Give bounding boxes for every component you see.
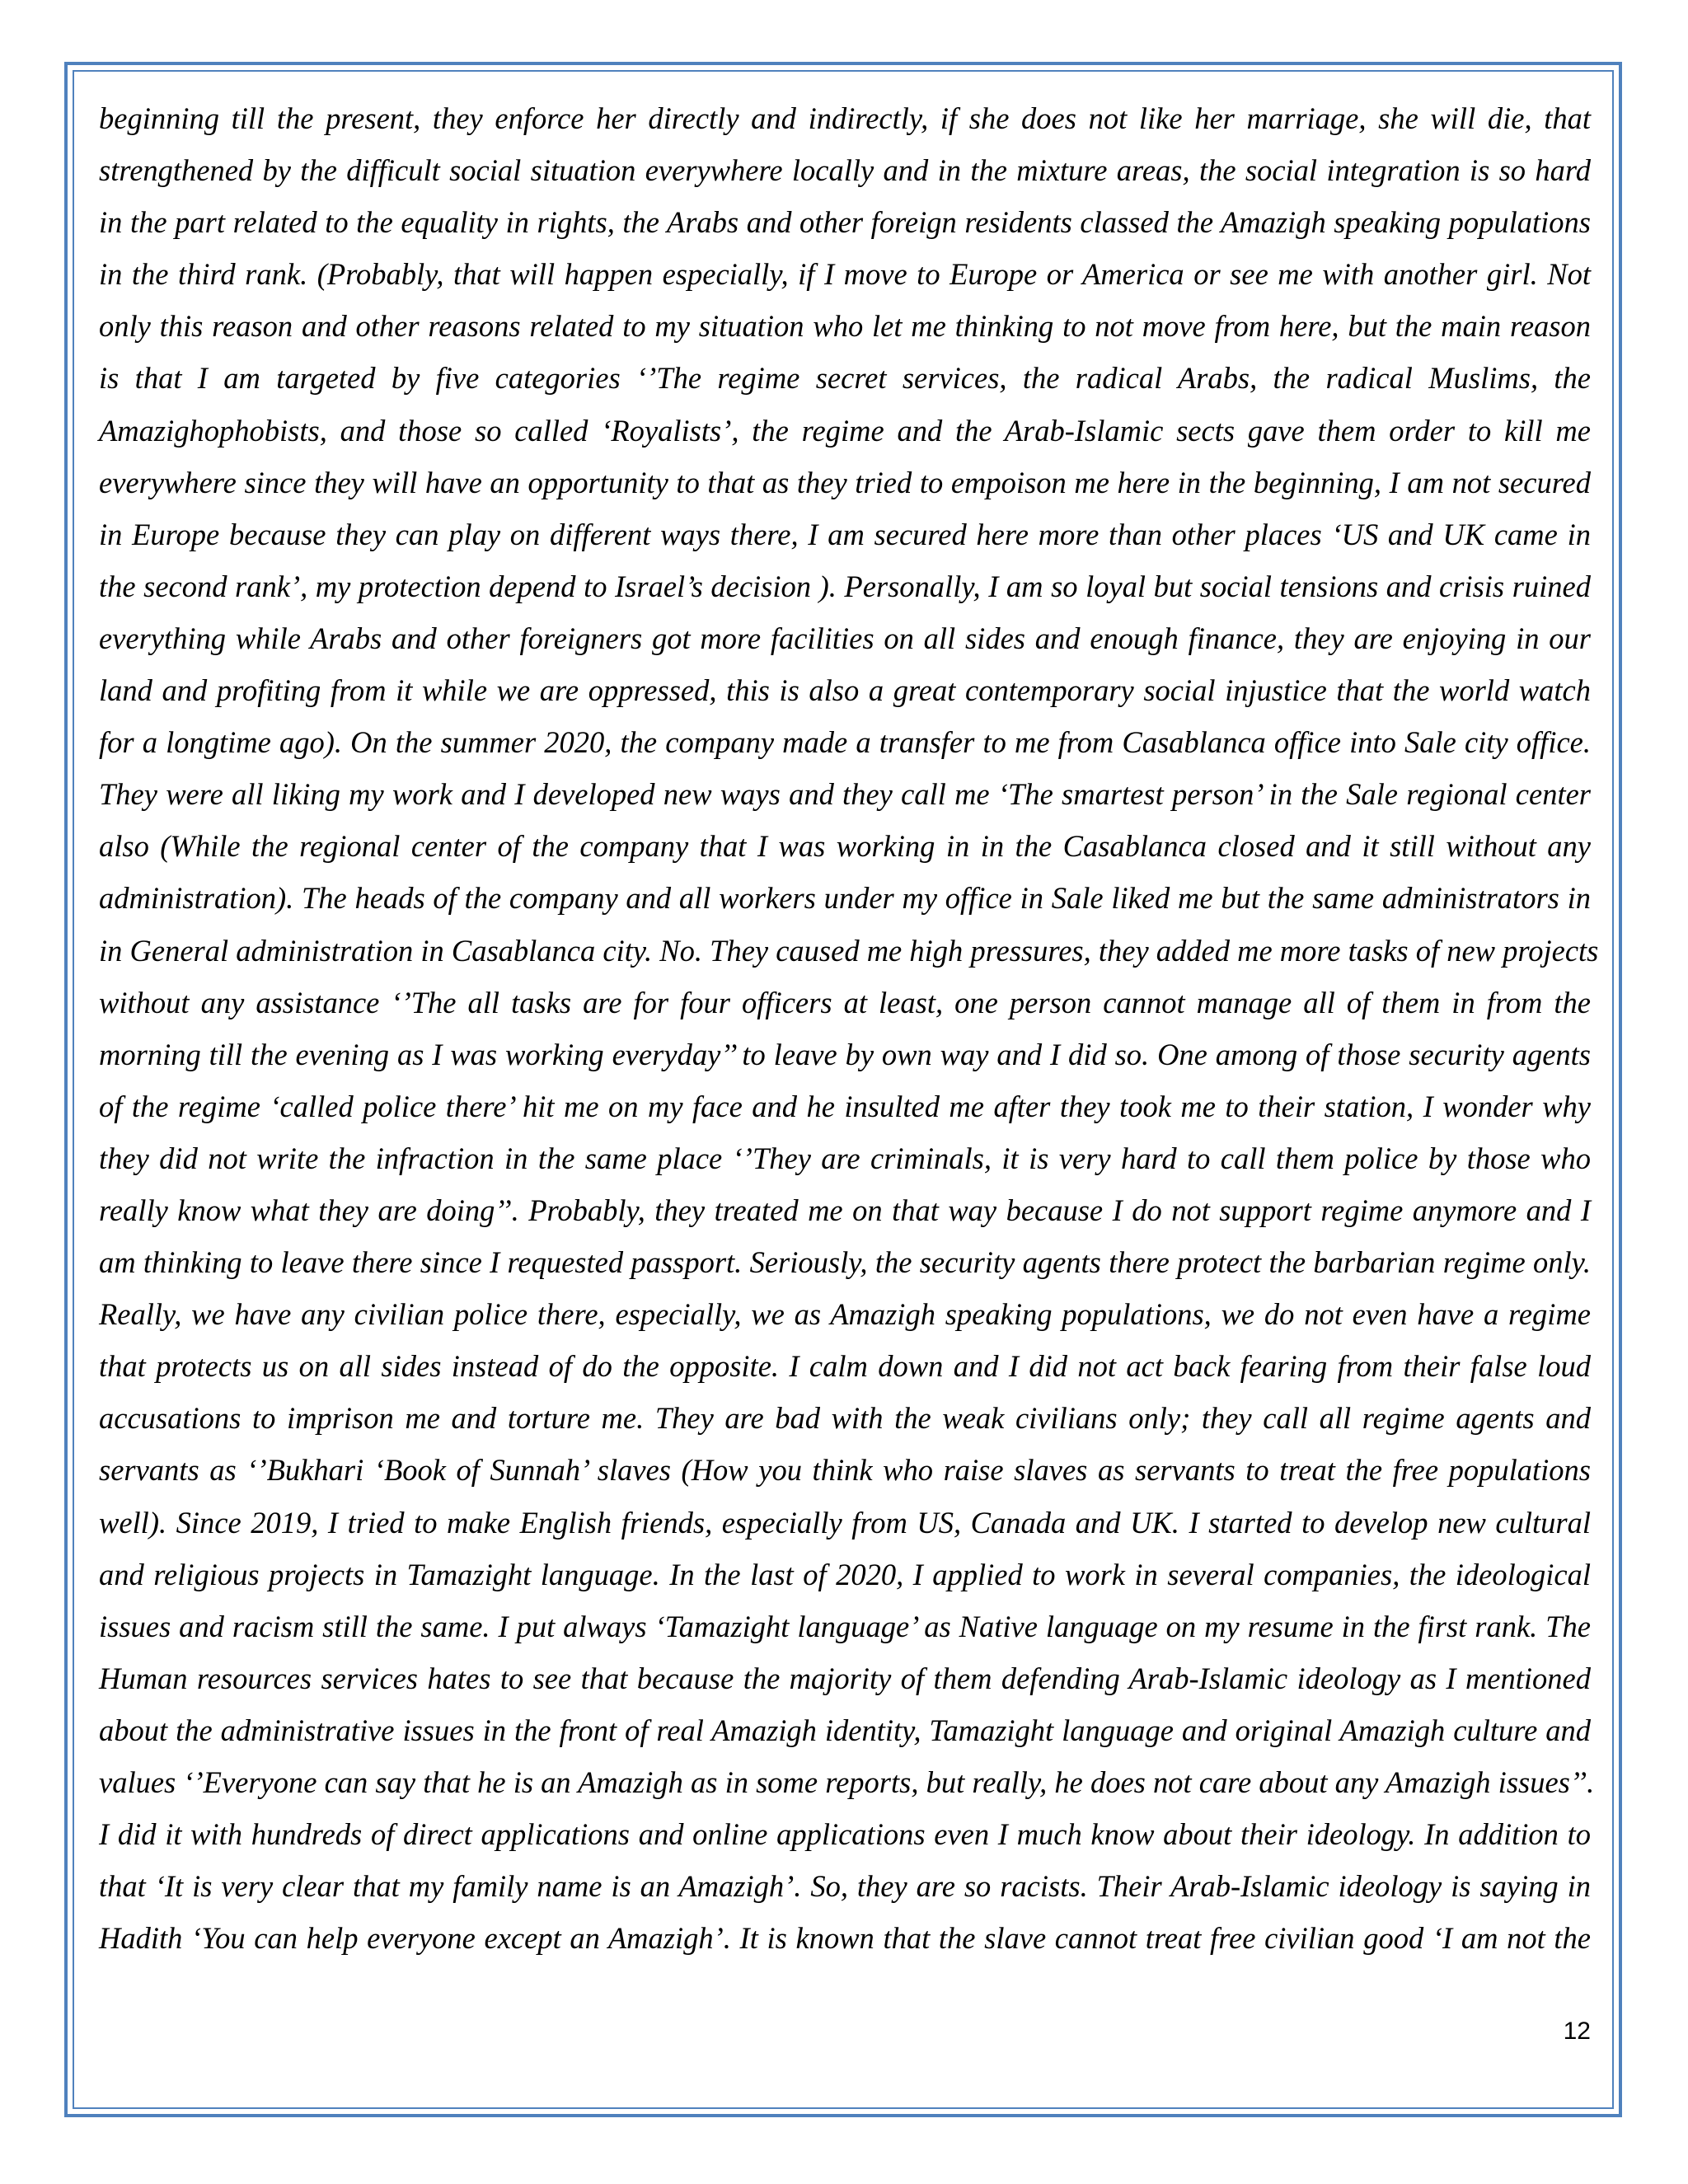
text-line: they did not write the infraction in the same place ‘’They are criminals, it is very hard to call them police by those who — [99, 1141, 1591, 1175]
text-line: also (While the regional center of the company that I was working in in the Casablanca closed and it still without any — [99, 829, 1591, 864]
text-line: beginning till the present, they enforce her directly and indirectly, if she does not like her marriage, she will die, that — [99, 101, 1591, 135]
text-line: administration). The heads of the company and all workers under my office in Sale liked me but the same administrators in — [99, 881, 1591, 916]
text-line: I did it with hundreds of direct applications and online applications even I much know about their ideology. In addition to — [99, 1817, 1591, 1852]
text-line: strengthened by the difficult social situation everywhere locally and in the mixture areas, the social integration is so hard — [99, 153, 1591, 188]
text-line: for a longtime ago). On the summer 2020, the company made a transfer to me from Casablanca office into Sale city office. — [99, 725, 1591, 760]
text-line: about the administrative issues in the front of real Amazigh identity, Tamazight language and original Amazigh culture and — [99, 1713, 1591, 1747]
body-text — [99, 92, 1599, 1964]
text-line: in Europe because they can play on different ways there, I am secured here more than other places ‘US and UK came in — [99, 517, 1591, 551]
text-line: really know what they are doing’’. Probably, they treated me on that way because I do not support regime anymore and I — [99, 1193, 1591, 1227]
text-line: land and profiting from it while we are oppressed, this is also a great contemporary social injustice that the world watch — [99, 673, 1591, 708]
text-line: the second rank’, my protection depend to Israel’s decision ). Personally, I am so loyal but social tensions and crisis ruined — [99, 569, 1591, 603]
text-line: issues and racism still the same. I put always ‘Tamazight language’ as Native language on my resume in the first rank. The — [99, 1609, 1591, 1643]
text-line: Hadith ‘You can help everyone except an Amazigh’. It is known that the slave cannot treat free civilian good ‘I am not the — [99, 1921, 1591, 1956]
text-line: servants as ‘’Bukhari ‘Book of Sunnah’ slaves (How you think who raise slaves as servants to treat the free populations — [99, 1453, 1591, 1488]
text-line: in the third rank. (Probably, that will happen especially, if I move to Europe or America or see me with another girl. Not — [99, 257, 1591, 292]
text-line: is that I am targeted by five categories ‘’The regime secret services, the radical Arabs, the radical Muslims, the — [99, 361, 1591, 396]
text-line: They were all liking my work and I developed new ways and they call me ‘The smartest person’ in the Sale regional center — [99, 777, 1591, 812]
text-line: that ‘It is very clear that my family name is an Amazigh’. So, they are so racists. Their Arab-Islamic ideology is saying in — [99, 1869, 1591, 1904]
text-line: Human resources services hates to see that because the majority of them defending Arab-Islamic ideology as I mentioned — [99, 1661, 1591, 1695]
text-line: am thinking to leave there since I requested passport. Seriously, the security agents there protect the barbarian regime only. — [99, 1245, 1591, 1280]
text-line: only this reason and other reasons related to my situation who let me thinking to not move from here, but the main reason — [99, 309, 1591, 344]
text-line: in General administration in Casablanca city. No. They caused me high pressures, they added me more tasks of new projects — [99, 933, 1599, 968]
text-line: well). Since 2019, I tried to make English friends, especially from US, Canada and UK. I started to develop new cultural — [99, 1505, 1591, 1540]
text-line: and religious projects in Tamazight language. In the last of 2020, I applied to work in several companies, the ideological — [99, 1557, 1591, 1591]
text-line: in the part related to the equality in rights, the Arabs and other foreign residents classed the Amazigh speaking populations — [99, 205, 1591, 240]
text-line: accusations to imprison me and torture me. They are bad with the weak civilians only; they call all regime agents and — [99, 1401, 1591, 1436]
text-line: everything while Arabs and other foreigners got more facilities on all sides and enough finance, they are enjoying in our — [99, 621, 1591, 655]
text-line: morning till the evening as I was working everyday’’ to leave by own way and I did so. One among of those security agents — [99, 1037, 1591, 1071]
text-line: everywhere since they will have an opportunity to that as they tried to empoison me here in the beginning, I am not secured — [99, 465, 1591, 499]
text-line: without any assistance ‘’The all tasks are for four officers at least, one person cannot manage all of them in from the — [99, 985, 1591, 1019]
text-line: Really, we have any civilian police there, especially, we as Amazigh speaking populations, we do not even have a regime — [99, 1297, 1591, 1332]
text-line: values ‘’Everyone can say that he is an Amazigh as in some reports, but really, he does not care about any Amazigh issues’’. — [99, 1765, 1595, 1799]
text-line: that protects us on all sides instead of do the opposite. I calm down and I did not act back fearing from their false loud — [99, 1349, 1591, 1384]
page-number: 12 — [1563, 2018, 1591, 2045]
text-line: Amazighophobists, and those so called ‘Royalists’, the regime and the Arab-Islamic sects gave them order to kill me — [99, 413, 1591, 448]
text-line: of the regime ‘called police there’ hit me on my face and he insulted me after they took me to their station, I wonder why — [99, 1089, 1591, 1123]
